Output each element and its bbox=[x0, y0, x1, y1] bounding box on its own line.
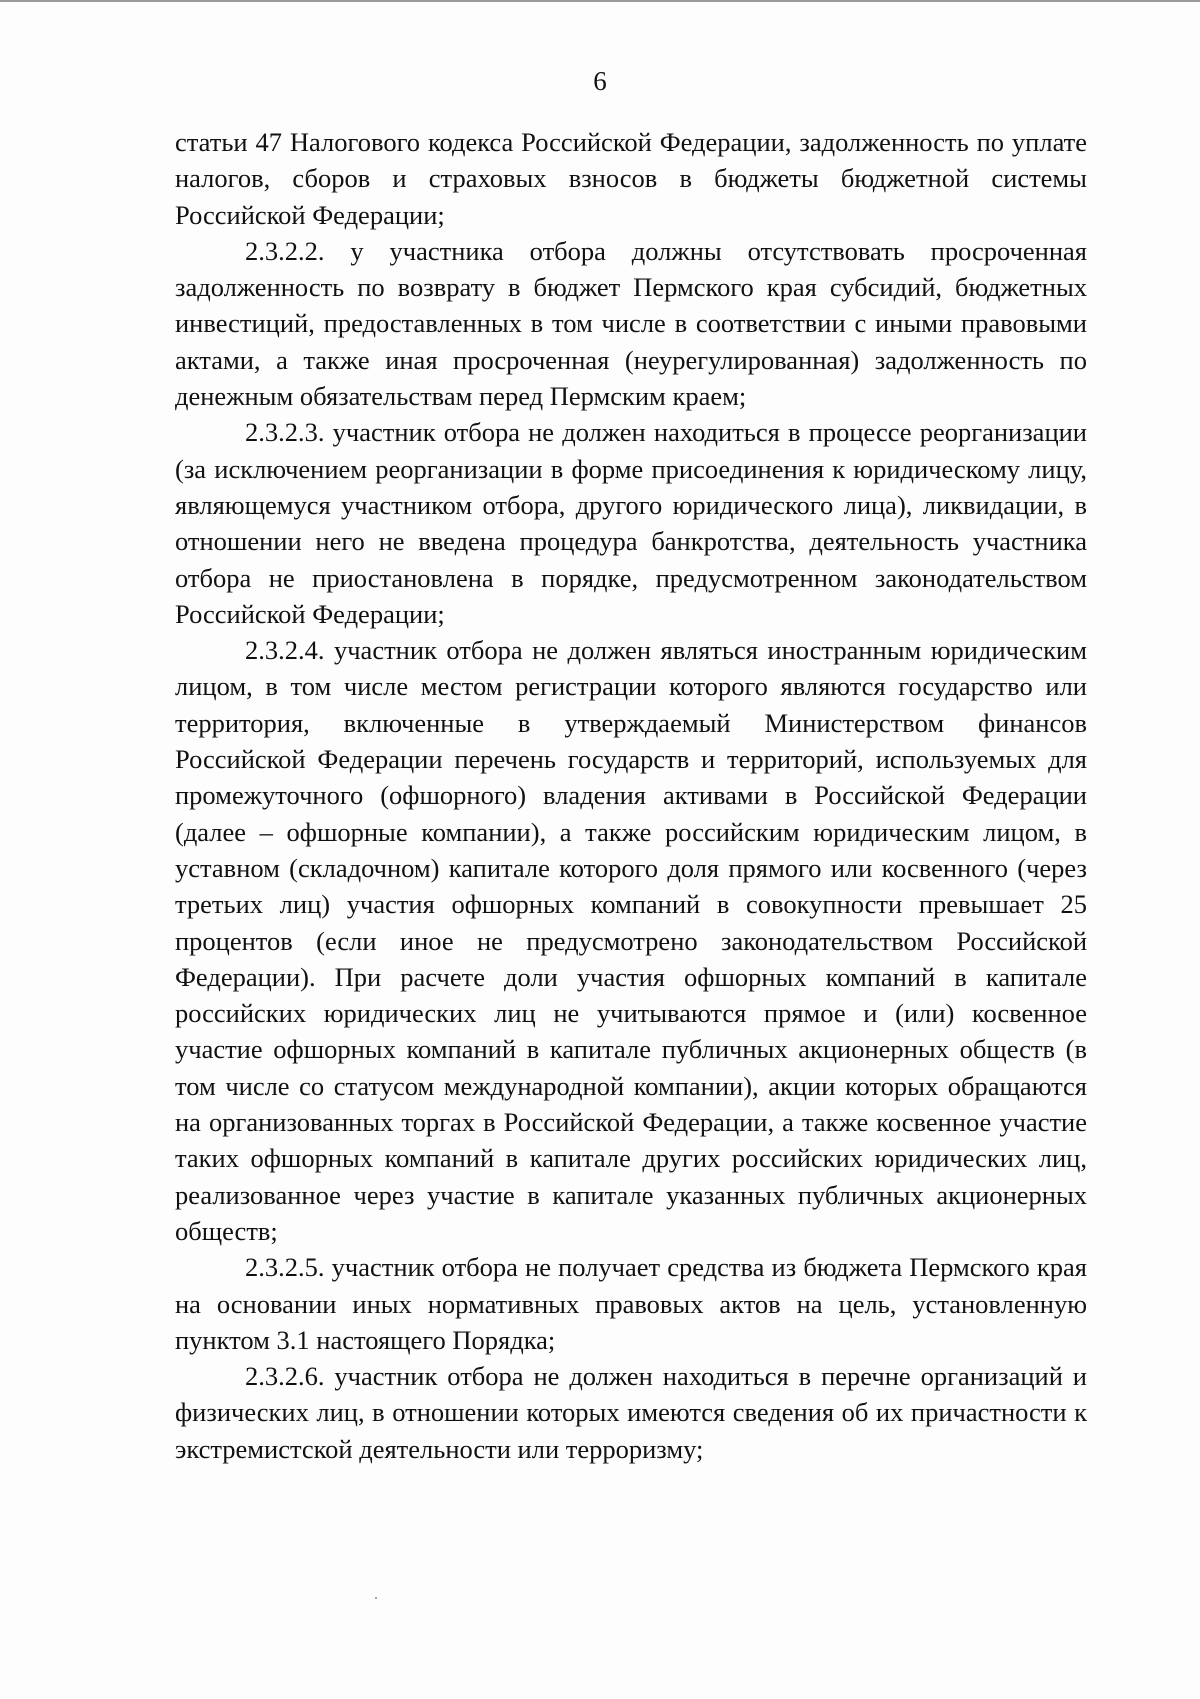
paragraph-2-3-2-5: 2.3.2.5. участник отбора не получает средства из бюджета Пермского края на основании иных нормативных правовых актов на цель, установленную пунктом 3.1 настоящего Порядка; bbox=[175, 1252, 1087, 1355]
paragraph-2-3-2-2: 2.3.2.2. у участника отбора должны отсутствовать просроченная задолженность по возврату в бюджет Пермского края субсидий, бюджетных инвестиций, предоставленных в том числе в соответствии с иными правовыми актами, а также иная просроченная (неурегулированная) задолженность по денежным обязательствам перед Пермским краем; bbox=[175, 235, 1087, 412]
paragraph-continuation: статьи 47 Налогового кодекса Российской Федерации, задолженность по уплате налогов, сборов и страховых взносов в бюджеты бюджетной системы Российской Федерации; bbox=[175, 127, 1087, 230]
page-number: 6 bbox=[593, 66, 607, 96]
paragraph-2-3-2-4: 2.3.2.4. участник отбора не должен являться иностранным юридическим лицом, в том числе местом регистрации которого являются государство или территория, включенные в утверждаемый Министерством финансов Российской Федерации перечень государств и территорий, используемых для промежуточного (офшорного) владения активами в Российской Федерации (далее – офшорные компании), а также российским юридическим лицом, в уставном (складочном) капитале которого доля прямого или косвенного (через третьих лиц) участия офшорных компаний в совокупности превышает 25 процентов (если иное не предусмотрено законодательством Российской Федерации). При расчете доли участия офшорных компаний в капитале российских юридических лиц не учитываются прямое и (или) косвенное участие офшорных компаний в капитале публичных акционерных обществ (в том числе со статусом международной компании), акции которых обращаются на организованных торгах в Российской Федерации, а также косвенное участие таких офшорных компаний в капитале других российских юридических лиц, реализованное через участие в капитале указанных публичных акционерных обществ; bbox=[175, 635, 1087, 1246]
document-body bbox=[175, 124, 1087, 1467]
paragraph-2-3-2-3: 2.3.2.3. участник отбора не должен находиться в процессе реорганизации (за исключением реорганизации в форме присоединения к юридическому лицу, являющемуся участником отбора, другого юридического лица), ликвидации, в отношении него не введена процедура банкротства, деятельность участника отбора не приостановлена в порядке, предусмотренном законодательством Российской Федерации; bbox=[175, 417, 1087, 629]
scan-top-edge bbox=[0, 0, 1200, 2]
scan-speck bbox=[375, 1597, 377, 1599]
paragraph-2-3-2-6: 2.3.2.6. участник отбора не должен находиться в перечне организаций и физических лиц, в отношении которых имеются сведения об их причастности к экстремистской деятельности или терроризму; bbox=[175, 1361, 1087, 1464]
